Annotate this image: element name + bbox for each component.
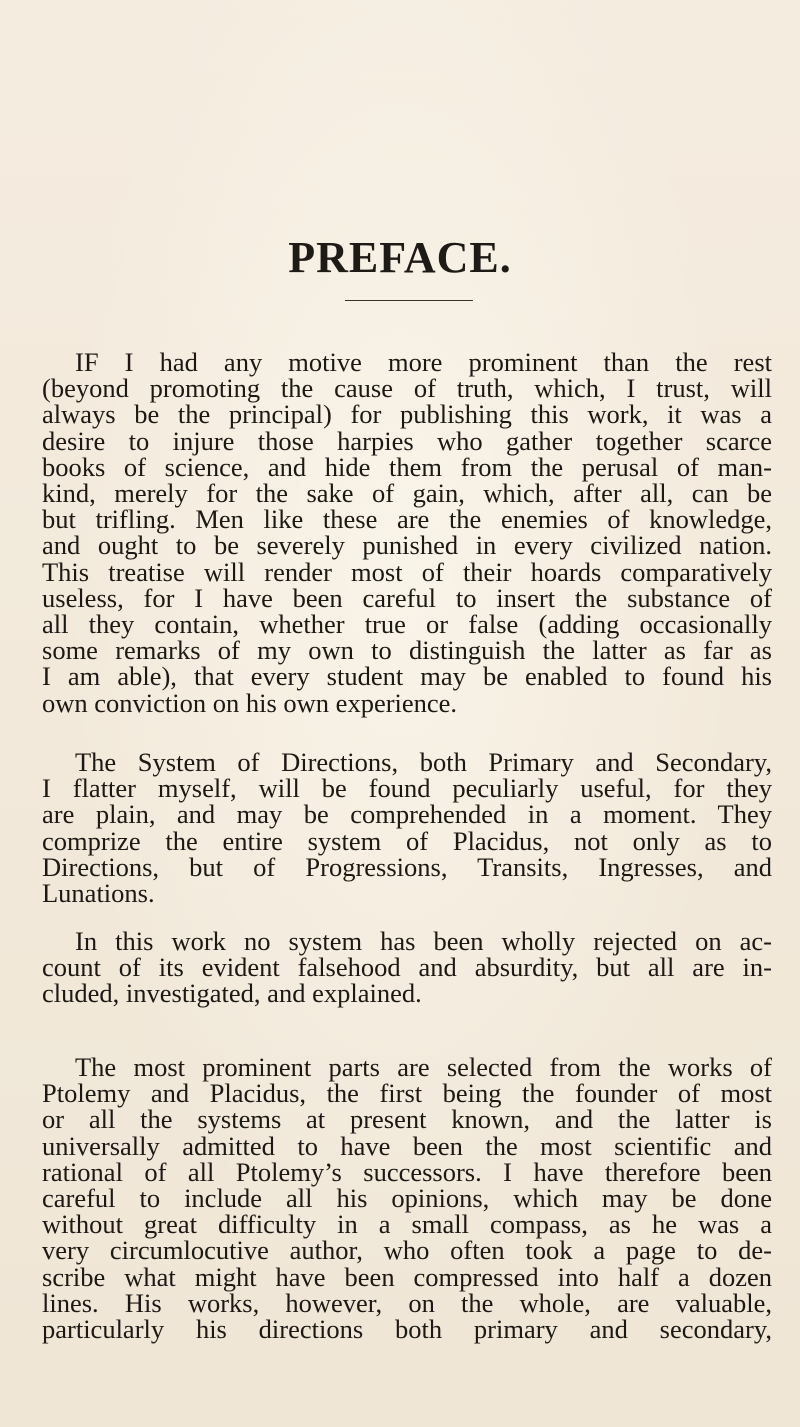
paragraph-3 (42, 928, 772, 1007)
text-line: are plain, and may be comprehended in a moment. They (42, 799, 772, 830)
text-line: IF I had any motive more prominent than the rest (75, 347, 772, 377)
text-line: scribe what might have been compressed into half a dozen (42, 1261, 772, 1292)
text-line: some remarks of my own to distinguish the latter as far as (42, 635, 772, 666)
text-line: all they contain, whether true or false (adding occasionally (42, 609, 772, 640)
paragraph-2 (42, 747, 772, 909)
text-line: books of science, and hide them from the perusal of man- (42, 451, 772, 482)
text-line: rational of all Ptolemy’s successors. I have therefore been (42, 1156, 772, 1187)
text-line: Directions, but of Progressions, Transits, Ingresses, and (42, 851, 772, 882)
text-line: Lunations. (42, 878, 155, 909)
text-line: careful to include all his opinions, which may be done (42, 1183, 772, 1214)
text-line: universally admitted to have been the most scientific and (42, 1130, 772, 1161)
text-line: always be the principal) for publishing this work, it was a (42, 399, 772, 430)
text-line: Ptolemy and Placidus, the first being the founder of most (42, 1078, 772, 1109)
paragraph-1 (42, 349, 772, 716)
text-line: I am able), that every student may be enabled to found his (42, 661, 772, 692)
page-title: PREFACE. (288, 233, 512, 282)
text-line: useless, for I have been careful to insert the substance of (42, 582, 772, 613)
text-line: own conviction on his own experience. (42, 687, 458, 718)
title-divider (345, 300, 473, 301)
text-line: lines. His works, however, on the whole, are valuable, (42, 1287, 772, 1318)
text-line: very circumlocutive author, who often took a page to de- (42, 1235, 772, 1266)
text-line: or all the systems at present known, and the latter is (42, 1104, 772, 1135)
text-line: particularly his directions both primary and secondary, (42, 1314, 772, 1345)
text-line: without great difficulty in a small compass, as he was a (42, 1209, 772, 1240)
text-line: In this work no system has been wholly rejected on ac- (75, 926, 772, 956)
text-line: comprize the entire system of Placidus, not only as to (42, 825, 772, 856)
text-line: The most prominent parts are selected from the works of (75, 1052, 772, 1082)
text-line: (beyond promoting the cause of truth, which, I trust, will (42, 373, 772, 404)
text-line: cluded, investigated, and explained. (42, 978, 422, 1009)
paragraph-4 (42, 1052, 772, 1345)
text-line: The System of Directions, both Primary and Secondary, (75, 747, 772, 777)
text-line: desire to injure those harpies who gather together scarce (42, 425, 772, 456)
text-line: but trifling. Men like these are the enemies of knowledge, (42, 504, 772, 535)
text-line: This treatise will render most of their hoards comparatively (42, 556, 772, 587)
text-line: I flatter myself, will be found peculiarly useful, for they (42, 773, 772, 804)
text-line: count of its evident falsehood and absurdity, but all are in- (42, 952, 772, 983)
text-line: kind, merely for the sake of gain, which, after all, can be (42, 478, 772, 509)
text-line: and ought to be severely punished in every civilized nation. (42, 530, 772, 561)
